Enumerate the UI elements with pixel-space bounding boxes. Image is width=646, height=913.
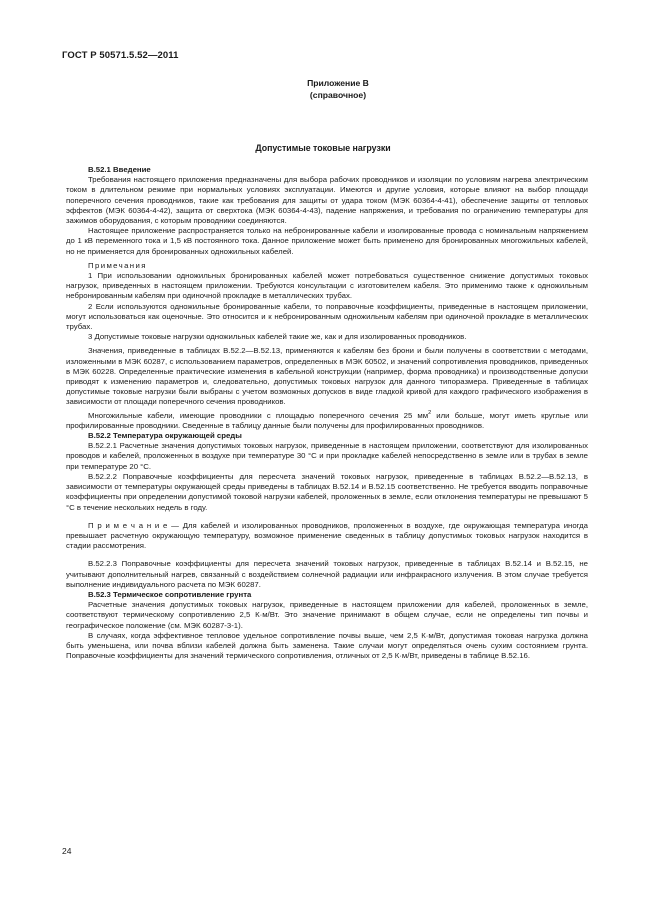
paragraph: В случаях, когда эффективное тепловое удельное сопротивление почвы выше, чем 2,5 К·м/Вт, допустимая токовая нагрузка должна быть уменьшена, или почва вблизи кабелей должна быть заменена. Такие случаи могут определяться очень сухим состоянием грунта. Поправочные коэффициенты для значений термического сопротивления, отличных от 2,5 К·м/Вт, приведены в таблице В.52.16. xyxy=(66,630,588,661)
notes-heading: Примечания xyxy=(88,260,147,270)
text-run: или больше, могут иметь круглые или профилированные проводники. Сведенные в таблицу данные были получены для профилированных проводников. xyxy=(66,410,588,430)
document-body xyxy=(66,165,588,661)
page-number: 24 xyxy=(62,846,72,856)
text-run: Многожильные кабели, имеющие проводники с площадью поперечного сечения 25 мм xyxy=(88,410,429,420)
paragraph: Требования настоящего приложения предназначены для выбора рабочих проводников и изоляции по условиям нагрева электрическим током в длительном режиме при нормальных условиях эксплуатации. Имеются и другие условия, которые влияют на выбор площади поперечного сечения проводников, такие как требования для защиты от удара током (МЭК 60364-4-41), обеспечение защиты от тепловых эффектов (МЭК 60364-4-42), защита от сверхтока (МЭК 60364-4-43), падение напряжения, и требования по ограничению температуры для зажимов оборудования, с которым проводники соединяются. xyxy=(66,175,588,226)
note: 1 При использовании одножильных бронированных кабелей может потребоваться существенное снижение допустимых токовых нагрузок, приведенных в настоящем приложении. Требуются консультации с изготовителем кабеля. Это применимо также к одножильным небронированным кабелям при одиночной прокладке в металлических трубах. xyxy=(66,271,588,301)
appendix-kind: (справочное) xyxy=(309,90,367,100)
appendix-name: Приложение В xyxy=(307,78,369,88)
note: 3 Допустимые токовые нагрузки одножильных кабелей такие же, как и для изолированных проводников. xyxy=(88,332,467,342)
paragraph: В.52.2.2 Поправочные коэффициенты для пересчета значений токовых нагрузок, приведенные в таблицах В.52.2—В.52.13, в зависимости от температуры окружающей среды приведены в таблицах В.52.14 и В.52.15 соответственно. Не требуется вводить поправочные коэффициенты при определении допустимой токовой нагрузки кабелей, проложенных в земле, если отклонения температуры не превышают 5 °С в течение нескольких недель в году. xyxy=(66,471,588,512)
appendix-heading xyxy=(0,77,646,101)
note: 2 Если используются одножильные бронированные кабели, то поправочные коэффициенты, приведенные в настоящем приложении, могут использоваться как оценочные. Это относится и к небронированным одножильным кабелям при одиночной прокладке в металлических трубах. xyxy=(66,301,588,332)
superscript: 2 xyxy=(428,409,432,416)
paragraph: Расчетные значения допустимых токовых нагрузок, приведенные в настоящем приложении для кабелей, проложенных в земле, соответствуют термическому сопротивлению 2,5 К·м/Вт. Это значение принимают в общем случае, если не определены тип почвы и географическое положение (см. МЭК 60287-3-1). xyxy=(66,600,588,630)
paragraph: В.52.2.1 Расчетные значения допустимых токовых нагрузок, приведенные в настоящем приложении, соответствуют для изолированных проводов и кабелей, проложенных в воздухе при температуре 30 °С и при прокладке кабелей непосредственно в земле или в трубах в земле при температуре 20 °С. xyxy=(66,441,588,471)
paragraph xyxy=(66,408,588,431)
page-title: Допустимые токовые нагрузки xyxy=(255,143,391,153)
paragraph: Значения, приведенные в таблицах В.52.2—В.52.13, применяются к кабелям без брони и были получены в соответствии с методами, изложенными в МЭК 60287, с использованием параметров, определенных в МЭК 60502, и значений сопротивления проводников, приведенных в МЭК 60228. Определенные практические изменения в кабельной конструкции (например, форма проводника) и производственные допуски приводят к изменению параметров и, следовательно, допустимых токовых нагрузок для данного типоразмера. Приведенные в таблицах допустимые токовые нагрузки были выбраны с учетом возможных допусков в виде гладкой кривой для каждого графического изображения в зависимости от площади поперечного сечения проводников. xyxy=(66,346,588,407)
paragraph: В.52.2.3 Поправочные коэффициенты для пересчета значений токовых нагрузок, приведенные в таблицах В.52.14 и В.52.15, не учитывают дополнительный нагрев, связанный с воздействием солнечной радиации или инфракрасного излучения. В этом случае требуется выполнение индивидуального расчета по МЭК 60287. xyxy=(66,559,588,589)
section-heading-soil: В.52.3 Термическое сопротивление грунта xyxy=(88,589,252,599)
section-heading-intro: В.52.1 Введение xyxy=(88,165,151,174)
paragraph: Настоящее приложение распространяется только на небронированные кабели и изолированные провода с номинальным напряжением до 1 кВ переменного тока и 1,5 кВ постоянного тока. Данное приложение может быть применено для бронированных многожильных кабелей, но не применяется для бронированных одножильных кабелей. xyxy=(66,226,588,256)
standard-designation: ГОСТ Р 50571.5.52—2011 xyxy=(62,50,179,61)
note: П р и м е ч а н и е — Для кабелей и изолированных проводников, проложенных в воздухе, где окружающая температура иногда превышает расчетную окружающую температуру, возможное применение сведенных в таблицу допустимых токовых нагрузок находится в стадии рассмотрения. xyxy=(66,520,588,551)
section-heading-temperature: В.52.2 Температура окружающей среды xyxy=(88,431,242,441)
